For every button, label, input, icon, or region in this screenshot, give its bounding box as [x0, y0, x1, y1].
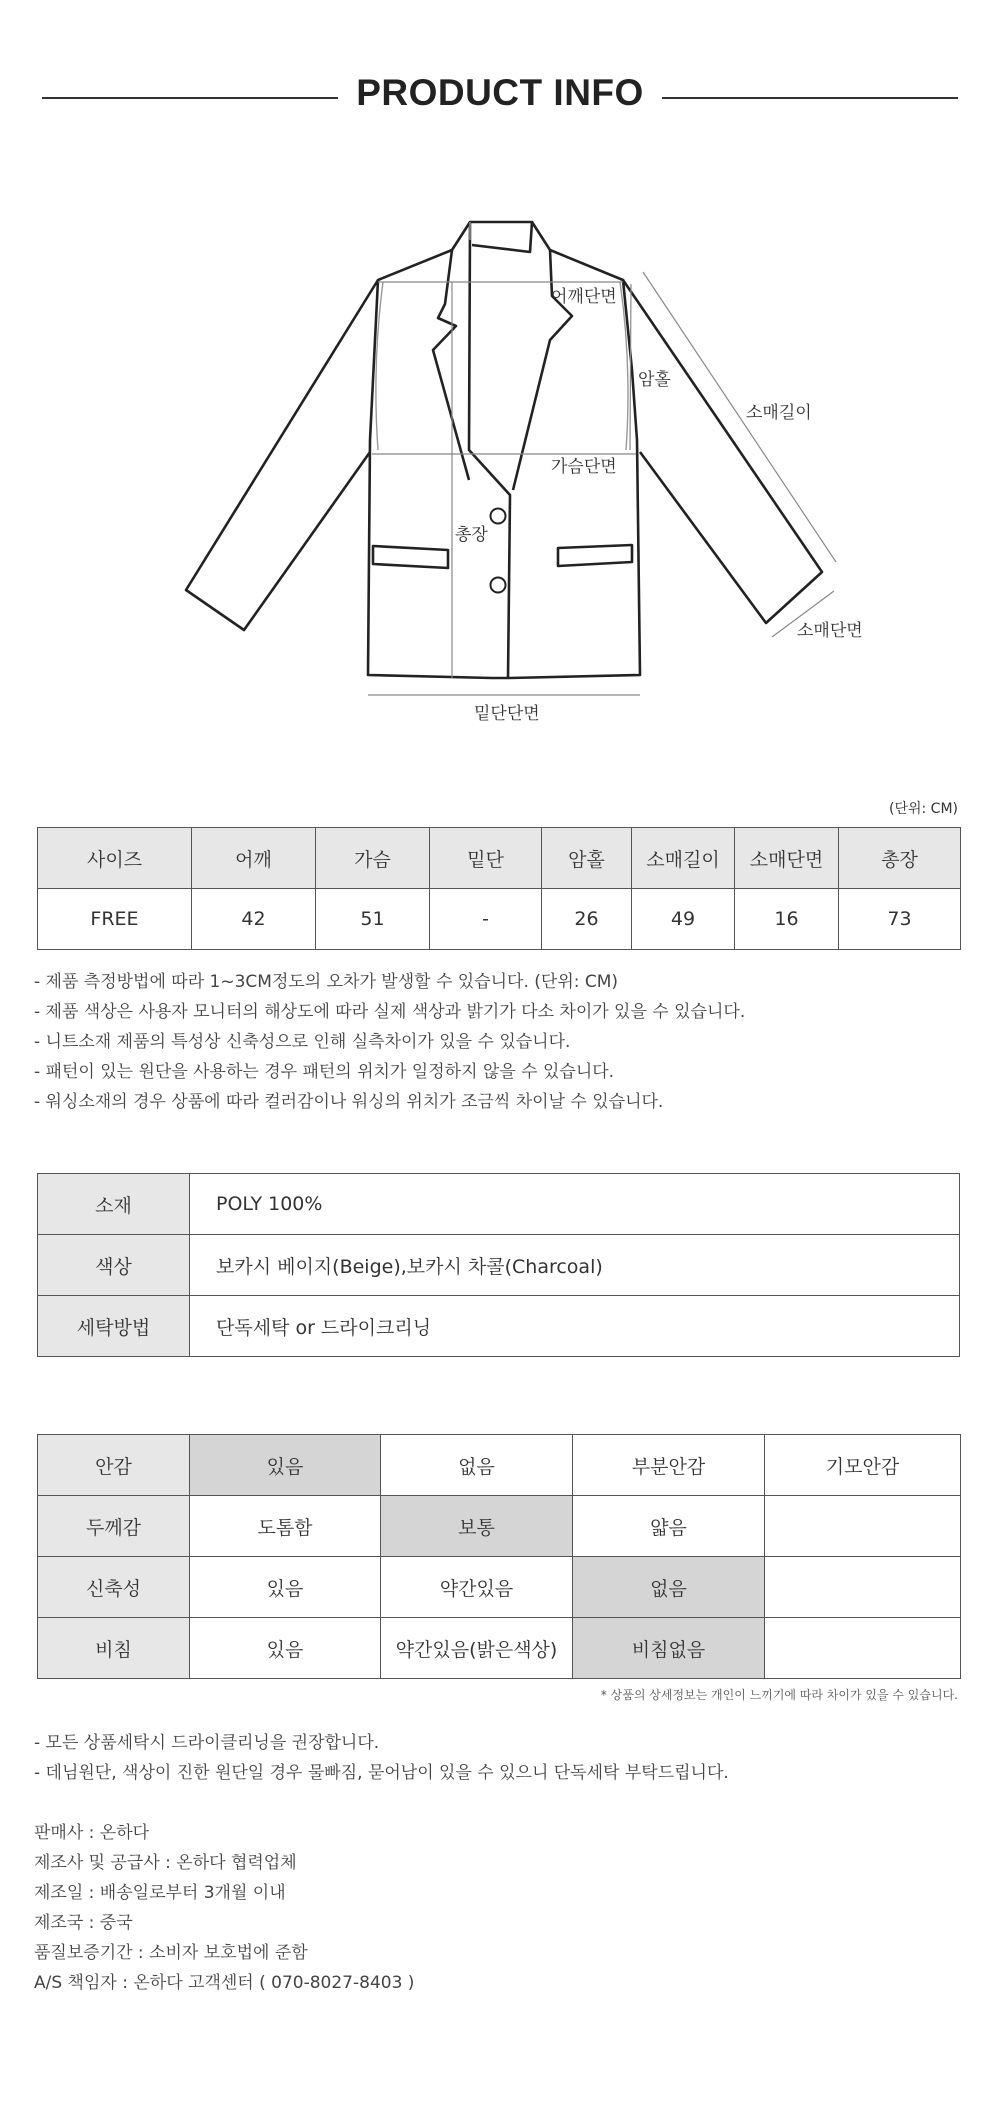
note-line: - 워싱소재의 경우 상품에 따라 컬러감이나 워싱의 위치가 조금씩 차이날 수 있습니다.: [34, 1092, 664, 1112]
note-line: - 제품 측정방법에 따라 1~3CM정도의 오차가 발생할 수 있습니다. (단위: CM): [34, 972, 619, 992]
care-note-line: - 데님원단, 색상이 진한 원단일 경우 물빠짐, 묻어남이 있을 수 있으니 단독세탁 부탁드립니다.: [34, 1763, 729, 1783]
label-shoulder: 어깨단면: [551, 287, 617, 307]
button-icon: [491, 509, 506, 524]
seller-line: 제조국 : 중국: [34, 1913, 133, 1933]
feature-cell-selected: 비침없음: [573, 1618, 765, 1679]
wash-label: 세탁방법: [38, 1296, 190, 1357]
seller-line: 판매사 : 온하다: [34, 1823, 150, 1843]
seller-line: 제조일 : 배송일로부터 3개월 이내: [34, 1883, 286, 1903]
size-header-cell: 소매길이: [632, 828, 735, 889]
feature-label: 신축성: [38, 1557, 190, 1618]
size-table-row: [38, 889, 961, 950]
material-value: POLY 100%: [190, 1174, 960, 1235]
feature-cell: [765, 1557, 961, 1618]
feature-row-sheerness: [38, 1618, 961, 1679]
section-header: [0, 64, 1000, 134]
armhole-measure-line: [630, 284, 631, 450]
feature-label: 두께감: [38, 1496, 190, 1557]
feature-cell-selected: 보통: [381, 1496, 573, 1557]
size-cell: 49: [632, 889, 735, 950]
header-divider-right: [662, 97, 958, 99]
care-note-line: - 모든 상품세탁시 드라이클리닝을 권장합니다.: [34, 1733, 380, 1753]
measure-notes: [34, 967, 745, 1117]
size-table: [37, 827, 961, 950]
seller-line: 품질보증기간 : 소비자 보호법에 준함: [34, 1943, 308, 1963]
feature-row-lining: [38, 1435, 961, 1496]
feature-row-thickness: [38, 1496, 961, 1557]
jacket-seams: [376, 222, 628, 450]
size-header-cell: 소매단면: [735, 828, 839, 889]
feature-cell: 없음: [381, 1435, 573, 1496]
label-hem: 밑단단면: [474, 704, 540, 724]
feature-cell: [765, 1618, 961, 1679]
color-label: 색상: [38, 1235, 190, 1296]
header-divider-left: [42, 97, 338, 99]
size-cell: 42: [192, 889, 316, 950]
material-row: [38, 1174, 960, 1235]
feature-cell: 약간있음(밝은색상): [381, 1618, 573, 1679]
size-table-header-row: [38, 828, 961, 889]
label-sleeve-length: 소매길이: [746, 403, 812, 423]
feature-cell: 얇음: [573, 1496, 765, 1557]
size-header-cell: 총장: [839, 828, 961, 889]
feature-table: [37, 1434, 961, 1679]
feature-row-stretch: [38, 1557, 961, 1618]
size-header-cell: 밑단: [430, 828, 542, 889]
material-label: 소재: [38, 1174, 190, 1235]
feature-cell: [765, 1496, 961, 1557]
size-cell: 26: [542, 889, 632, 950]
care-notes: [34, 1728, 729, 1788]
feature-cell: 도톰함: [190, 1496, 381, 1557]
feature-cell-selected: 있음: [190, 1435, 381, 1496]
label-sleeve-width: 소매단면: [797, 621, 863, 641]
page-title: PRODUCT INFO: [356, 72, 644, 113]
size-header-cell: 암홀: [542, 828, 632, 889]
unit-label: (단위: CM): [889, 801, 958, 817]
size-cell: -: [430, 889, 542, 950]
material-table: [37, 1173, 960, 1357]
size-cell: 73: [839, 889, 961, 950]
color-value: 보카시 베이지(Beige),보카시 차콜(Charcoal): [190, 1235, 960, 1296]
note-line: - 니트소재 제품의 특성상 신축성으로 인해 실측차이가 있을 수 있습니다.: [34, 1032, 571, 1052]
label-armhole: 암홀: [638, 370, 671, 390]
feature-label: 안감: [38, 1435, 190, 1496]
feature-cell: 기모안감: [765, 1435, 961, 1496]
size-cell: FREE: [38, 889, 192, 950]
seller-info: [34, 1818, 414, 1998]
note-line: - 제품 색상은 사용자 모니터의 해상도에 따라 실제 색상과 밝기가 다소 차이가 있을 수 있습니다.: [34, 1002, 746, 1022]
seller-line: A/S 책임자 : 온하다 고객센터 ( 070-8027-8403 ): [34, 1973, 415, 1993]
label-total-length: 총장: [455, 525, 488, 545]
jacket-measurement-diagram: [0, 200, 1000, 740]
jacket-outline: [186, 222, 822, 678]
feature-cell: 약간있음: [381, 1557, 573, 1618]
measure-lines: [368, 272, 836, 695]
size-cell: 51: [316, 889, 430, 950]
size-header-cell: 가슴: [316, 828, 430, 889]
feature-cell: 부분안감: [573, 1435, 765, 1496]
button-icon: [491, 578, 506, 593]
feature-cell-selected: 없음: [573, 1557, 765, 1618]
wash-value: 단독세탁 or 드라이크리닝: [190, 1296, 960, 1357]
feature-cell: 있음: [190, 1618, 381, 1679]
wash-row: [38, 1296, 960, 1357]
size-header-cell: 어깨: [192, 828, 316, 889]
seller-line: 제조사 및 공급사 : 온하다 협력업체: [34, 1853, 297, 1873]
feature-label: 비침: [38, 1618, 190, 1679]
color-row: [38, 1235, 960, 1296]
size-cell: 16: [735, 889, 839, 950]
size-header-cell: 사이즈: [38, 828, 192, 889]
note-line: - 패턴이 있는 원단을 사용하는 경우 패턴의 위치가 일정하지 않을 수 있습니다.: [34, 1062, 615, 1082]
feature-footnote: * 상품의 상세정보는 개인이 느끼기에 따라 차이가 있을 수 있습니다.: [600, 1688, 958, 1702]
feature-cell: 있음: [190, 1557, 381, 1618]
label-chest: 가슴단면: [551, 457, 617, 477]
